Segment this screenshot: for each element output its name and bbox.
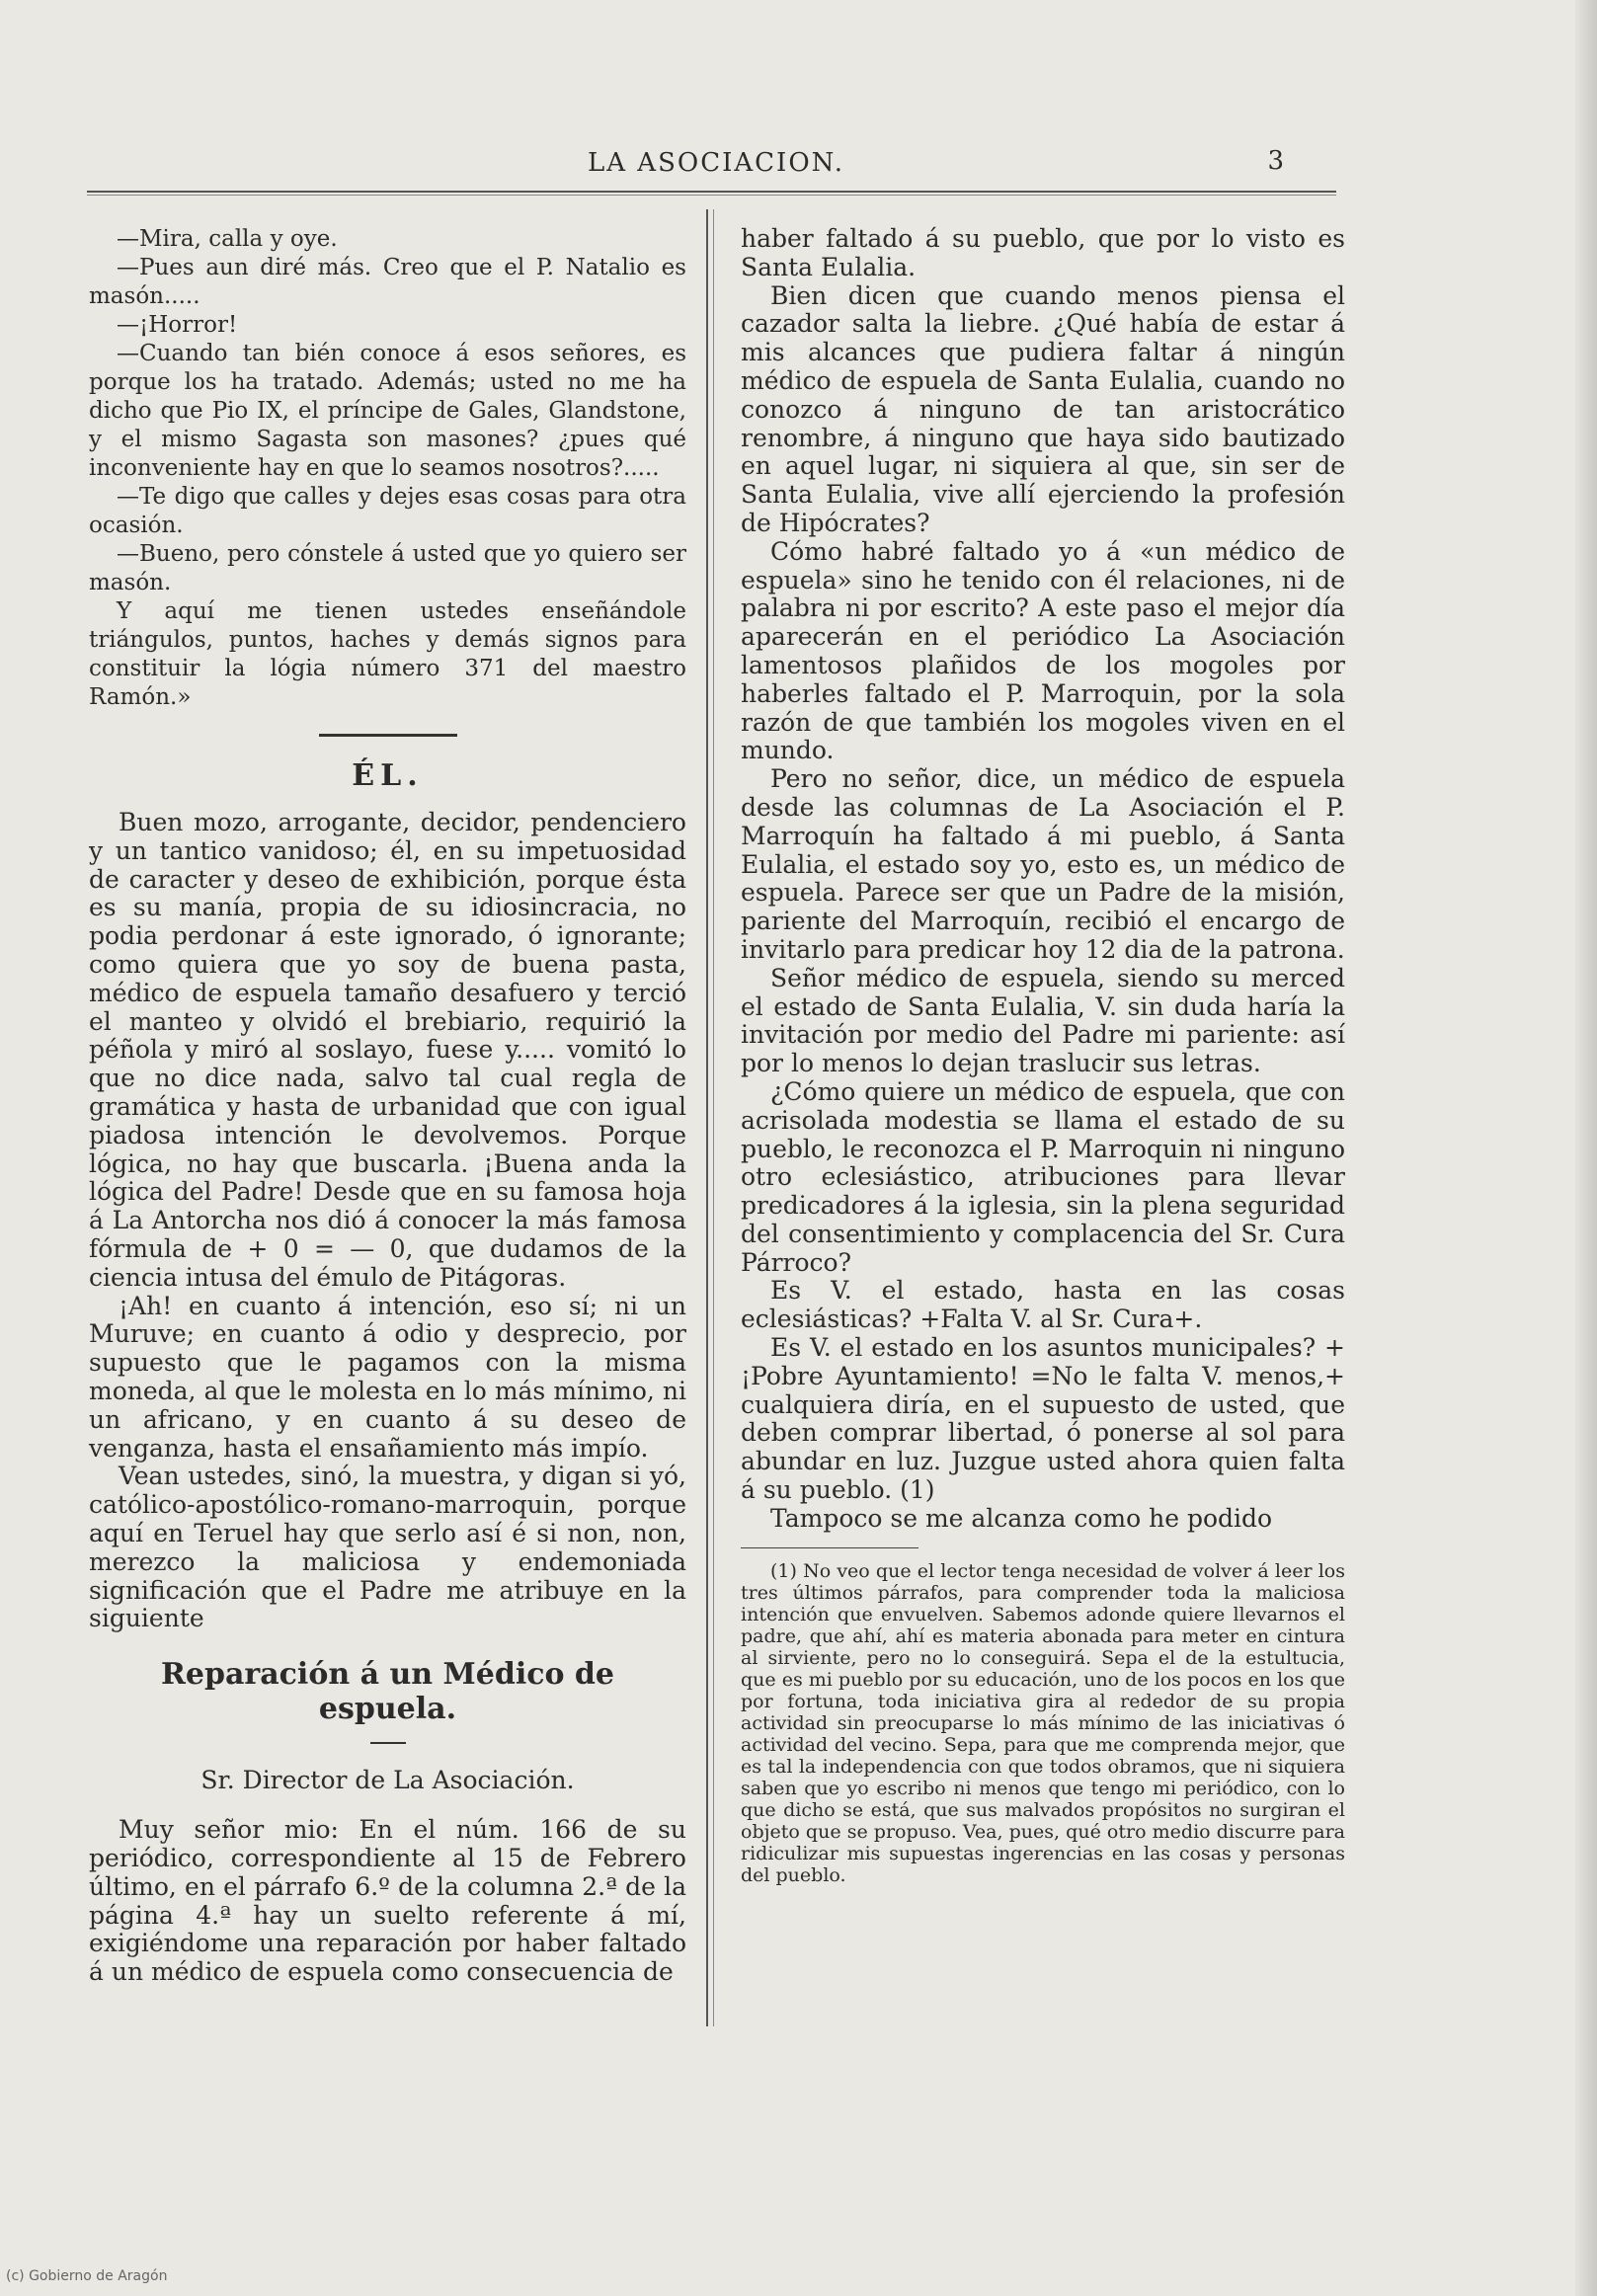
dialogue-line: —Te digo que calles y dejes esas cosas para otra ocasión. (89, 484, 686, 538)
header-rule-thin (87, 195, 1336, 196)
article-paragraph: haber faltado á su pueblo, que por lo visto es Santa Eulalia. (741, 224, 1345, 281)
article-paragraph: Vean ustedes, sinó, la muestra, y digan si yó, católico-apostólico-romano-marroquin, porque aquí en Teruel hay que serlo así é si non, non, merezco la maliciosa y endemoniada significación que el Padre me atribuye en la siguiente (89, 1462, 686, 1633)
article-paragraph: Cómo habré faltado yo á «un médico de espuela» sino he tenido con él relaciones, ni de palabra ni por escrito? A este paso el mejor día aparecerán en el periódico La Asociación lamentosos plañidos de los mogoles por haberles faltado el P. Marroquin, por la sola razón de que también los mogoles viven en el mundo. (741, 536, 1345, 765)
footnote-rule (741, 1547, 918, 1548)
copyright-watermark: (c) Gobierno de Aragón (6, 2268, 168, 2284)
right-column (741, 225, 1345, 1886)
article-paragraph: Tampoco se me alcanza como he podido (770, 1503, 1273, 1533)
page-header (84, 148, 1343, 188)
dialogue-line: —Bueno, pero cónstele á usted que yo quiero ser masón. (89, 541, 686, 595)
article-paragraph: ¡Ah! en cuanto á intención, eso sí; ni un Muruve; en cuanto á odio y desprecio, por supuesto que le pagamos con la misma moneda, al que le molesta en lo más mínimo, ni un africano, y en cuanto á su deseo de venganza, hasta el ensañamiento más impío. (89, 1291, 686, 1463)
article-paragraph: Buen mozo, arrogante, decidor, pendenciero y un tantico vanidoso; él, en su impetuosidad de caracter y deseo de exhibición, porque ésta es su manía, propia de su idiosincracia, no podia perdonar á este ignorado, ó ignorante; como quiera que yo soy de buena pasta, médico de espuela tamaño desafuero y terció el manteo y olvidó el brebiario, requirió la péñola y miró al soslayo, fuese y..... vomitó lo que no dice nada, salvo tal cual regla de gramática y hasta de urbanidad que con igual piadosa intención le devolvemos. Porque lógica, no hay que buscarla. ¡Buena anda la lógica del Padre! Desde que en su famosa hoja á La Antorcha nos dió á conocer la más famosa fórmula de + 0 = — 0, que dudamos de la ciencia intusa del émulo de Pitágoras. (89, 808, 686, 1292)
article-paragraph: Bien dicen que cuando menos piensa el cazador salta la liebre. ¿Qué había de estar á mis alcances que pudiera faltar á ningún médico de espuela de Santa Eulalia, cuando no conozco á ninguno de tan aristocrático renombre, á ninguno que haya sido bautizado en aquel lugar, ni siquiera al que, sin ser de Santa Eulalia, vive allí ejerciendo la profesión de Hipócrates? (741, 280, 1345, 537)
column-divider (706, 209, 714, 2026)
newspaper-title: LA ASOCIACION. (588, 148, 844, 178)
page-edge-shadow (1575, 0, 1597, 2296)
letter-paragraph: Muy señor mio: En el núm. 166 de su periódico, correspondiente al 15 de Febrero último, en el párrafo 6.º de la columna 2.ª de la página 4.ª hay un suelto referente á mí, exigiéndome una reparación por haber faltado á un médico de espuela como consecuencia de (89, 1815, 686, 1987)
article-paragraph: ¿Cómo quiere un médico de espuela, que con acrisolada modestia se llama el estado de su pueblo, le reconozca el P. Marroquin ni ninguno otro eclesiástico, atribuciones para llevar predicadores á la iglesia, sin la plena seguridad del consentimiento y complacencia del Sr. Cura Párroco? (741, 1076, 1345, 1277)
dialogue-line: Y aquí me tienen ustedes enseñándole triángulos, puntos, haches y demás signos para constituir la lógia número 371 del maestro Ramón.» (89, 598, 686, 710)
article-paragraph: Es V. el estado en los asuntos municipales? +¡Pobre Ayuntamiento! =No le falta V. menos,+ cualquiera diría, en el supuesto de usted, que deben comprar libertad, ó ponerse al sol para abundar en luz. Juzgue usted ahora quien falta á su pueblo. (1) (741, 1333, 1345, 1505)
letter-title: Reparación á un Médico de espuela. (160, 1657, 614, 1727)
article-paragraph: Señor médico de espuela, siendo su merced el estado de Santa Eulalia, V. sin duda haría la invitación por medio del Padre mi pariente: así por lo menos lo dejan traslucir sus letras. (741, 963, 1345, 1078)
left-column (89, 225, 686, 1987)
section-title: ÉL. (352, 758, 424, 793)
section-separator (319, 734, 457, 737)
dialogue-line: —Cuando tan bién conoce á esos señores, es porque los ha tratado. Además; usted no me ha dicho que Pio IX, el príncipe de Gales, Glandstone, y el mismo Sagasta son masones? ¿pues qué inconveniente hay en que lo seamos nosotros?..... (89, 341, 686, 481)
article-paragraph: Es V. el estado, hasta en las cosas eclesiásticas? +Falta V. al Sr. Cura+. (741, 1276, 1345, 1334)
footnote: (1) No veo que el lector tenga necesidad de volver á leer los tres últimos párrafos, para comprender toda la maliciosa intención que envuelven. Sabemos adonde quiere llevarnos el padre, que ahí, ahí es materia abonada para meter en cintura al sirviente, pero no lo conseguirá. Sepa el de la estultucia, que es mi pueblo por su educación, uno de los pocos en los que por fortuna, toda iniciativa gira al rededor de su propia actividad sin preocuparse lo más mínimo de las iniciativas ó actividad del vecino. Sepa, para que me comprenda mejor, que es tal la independencia con que todos obramos, que ni siquiera saben que yo escribo ni menos que tengo mi periódico, con lo que dicho se está, que sus malvados propósitos no surgiran el objeto que se propuso. Vea, pues, qué otro medio discurre para ridiculizar mis supuestas ingerencias en las cosas y personas del pueblo. (741, 1559, 1345, 1886)
dialogue-line: —Mira, calla y oye. (117, 226, 338, 252)
letter-salutation: Sr. Director de La Asociación. (200, 1766, 575, 1795)
header-rule (87, 191, 1336, 193)
title-separator (370, 1742, 406, 1744)
page-number: 3 (1267, 146, 1284, 176)
dialogue-line: —¡Horror! (117, 312, 238, 338)
article-paragraph: Pero no señor, dice, un médico de espuela desde las columnas de La Asociación el P. Marroquín ha faltado á mi pueblo, á Santa Eulalia, el estado soy yo, esto es, un médico de espuela. Parece ser que un Padre de la misión, pariente del Marroquín, recibió el encargo de invitarlo para predicar hoy 12 dia de la patrona. (741, 764, 1345, 964)
dialogue-line: —Pues aun diré más. Creo que el P. Natalio es masón..... (89, 255, 686, 309)
